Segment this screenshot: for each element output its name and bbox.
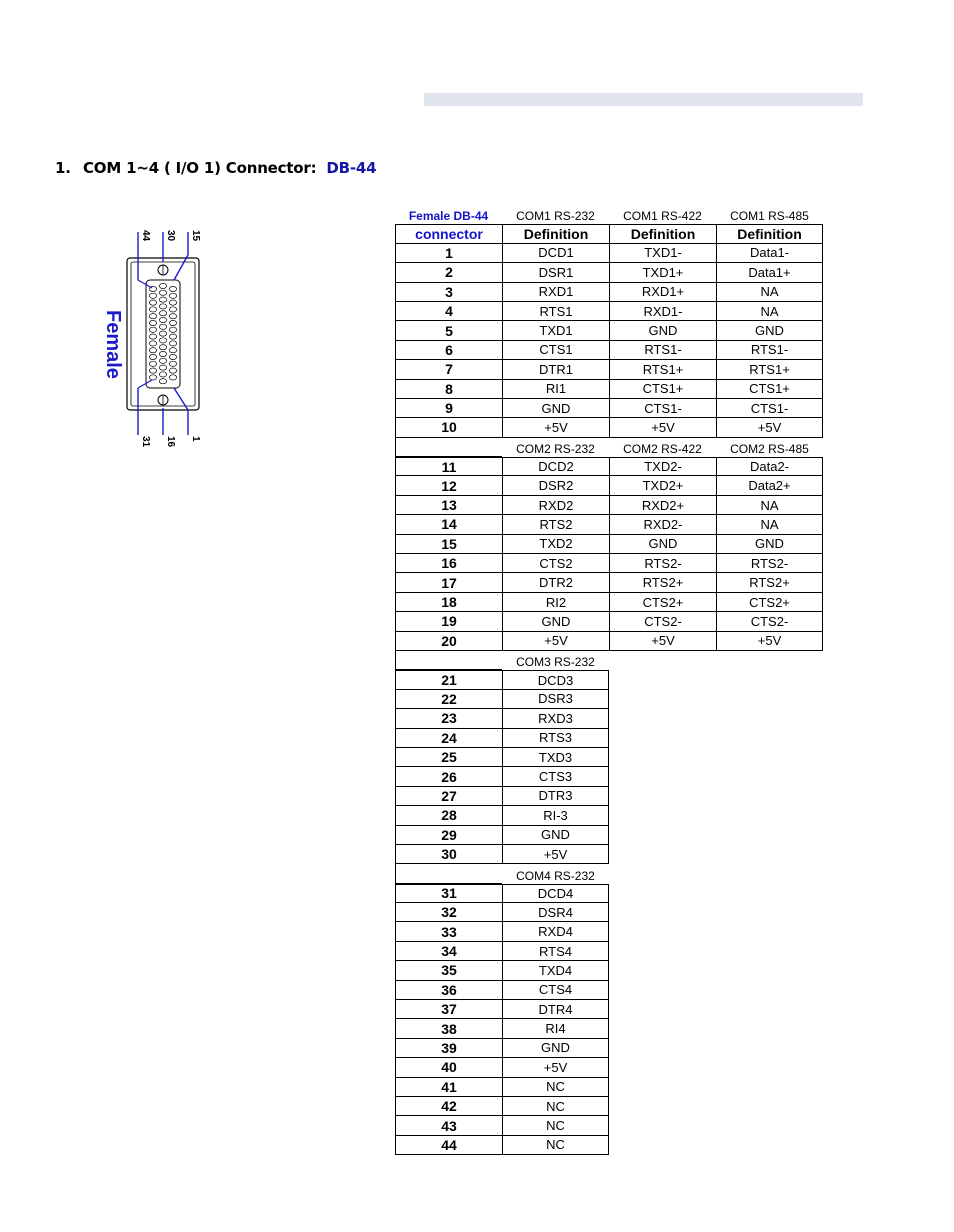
table-row: [395, 806, 823, 825]
pinout-table: [395, 205, 823, 1155]
table-row: [395, 302, 823, 321]
pin-number-cell: 17: [395, 573, 502, 592]
pin-number-cell: 1: [395, 244, 502, 263]
signal-cell: DTR1: [502, 360, 609, 379]
table-row: [395, 922, 823, 941]
table-row: [395, 826, 823, 845]
table-row: [395, 884, 823, 903]
signal-cell: TXD1-: [609, 244, 716, 263]
signal-cell: TXD1: [502, 321, 609, 340]
table-row: [395, 690, 823, 709]
signal-cell: CTS1-: [609, 399, 716, 418]
table-row: [395, 1039, 823, 1058]
group4-rows: [395, 884, 823, 1155]
signal-cell: GND: [609, 535, 716, 554]
table-row: [395, 632, 823, 651]
table-row: [395, 593, 823, 612]
signal-cell: CTS2+: [716, 593, 823, 612]
signal-cell: +5V: [502, 418, 609, 437]
blank-header: [395, 864, 502, 883]
connector-shell: [127, 258, 199, 410]
group3-rows: [395, 670, 823, 864]
signal-cell: RTS2-: [609, 554, 716, 573]
signal-cell: DSR3: [502, 690, 609, 709]
table-row: [395, 380, 823, 399]
table-row: [395, 263, 823, 282]
signal-cell: CTS2-: [609, 612, 716, 631]
table-row: [395, 1000, 823, 1019]
blank-header: [395, 651, 502, 670]
signal-cell: RI4: [502, 1019, 609, 1038]
blank-header: [395, 438, 502, 457]
definition-header: Definition: [716, 224, 823, 243]
pin-number-cell: 35: [395, 961, 502, 980]
section-title: COM 1~4 ( I/O 1) Connector:: [83, 159, 317, 177]
pin-number-cell: 42: [395, 1097, 502, 1116]
table-row: [395, 612, 823, 631]
table-row: [395, 244, 823, 263]
pin-number-cell: 26: [395, 767, 502, 786]
female-label: Female: [102, 310, 124, 379]
pin-number-cell: 27: [395, 787, 502, 806]
pin-number-cell: 7: [395, 360, 502, 379]
pin-number-cell: 28: [395, 806, 502, 825]
signal-cell: CTS2-: [716, 612, 823, 631]
pin-number-cell: 18: [395, 593, 502, 612]
signal-cell: TXD1+: [609, 263, 716, 282]
column-header: COM1 RS-485: [730, 209, 809, 224]
signal-cell: CTS1+: [716, 380, 823, 399]
table-row: [395, 1116, 823, 1135]
pin-label-1: 1: [190, 436, 201, 442]
table-row: [395, 709, 823, 728]
column-header: COM2 RS-485: [730, 442, 809, 457]
signal-cell: RTS2-: [716, 554, 823, 573]
signal-cell: NA: [716, 496, 823, 515]
pin-number-cell: 32: [395, 903, 502, 922]
pin-number-cell: 20: [395, 632, 502, 651]
table-row: [395, 496, 823, 515]
table-row: [395, 729, 823, 748]
group2-header-row: [395, 438, 823, 457]
signal-cell: RI1: [502, 380, 609, 399]
signal-cell: RTS1: [502, 302, 609, 321]
signal-cell: RXD2+: [609, 496, 716, 515]
signal-cell: RTS2: [502, 515, 609, 534]
table-row: [395, 903, 823, 922]
table-row: [395, 399, 823, 418]
section-number: 1.: [55, 159, 71, 177]
pin-label-15: 15: [190, 230, 201, 242]
pin-number-cell: 23: [395, 709, 502, 728]
table-row: [395, 535, 823, 554]
pin-number-cell: 37: [395, 1000, 502, 1019]
table-row: [395, 748, 823, 767]
table-row: [395, 573, 823, 592]
signal-cell: NC: [502, 1136, 609, 1155]
section-heading: [55, 159, 376, 177]
table-row: [395, 360, 823, 379]
signal-cell: TXD4: [502, 961, 609, 980]
pin-number-cell: 15: [395, 535, 502, 554]
pin-number-cell: 3: [395, 283, 502, 302]
table-row: [395, 1058, 823, 1077]
column-header: COM1 RS-232: [516, 209, 595, 224]
pin-label-30: 30: [165, 230, 176, 242]
signal-cell: GND: [502, 612, 609, 631]
signal-cell: RTS3: [502, 729, 609, 748]
signal-cell: Data1-: [716, 244, 823, 263]
signal-cell: DTR3: [502, 787, 609, 806]
table-row: [395, 845, 823, 864]
signal-cell: +5V: [609, 632, 716, 651]
signal-cell: RTS1+: [716, 360, 823, 379]
signal-cell: CTS4: [502, 981, 609, 1000]
signal-cell: NC: [502, 1097, 609, 1116]
pin-number-cell: 9: [395, 399, 502, 418]
pin-number-cell: 12: [395, 476, 502, 495]
signal-cell: CTS1-: [716, 399, 823, 418]
signal-cell: +5V: [716, 418, 823, 437]
signal-cell: CTS2+: [609, 593, 716, 612]
signal-cell: RXD1+: [609, 283, 716, 302]
signal-cell: RXD3: [502, 709, 609, 728]
pin-number-cell: 6: [395, 341, 502, 360]
group1-header-row: [395, 205, 823, 224]
pin-number-cell: 2: [395, 263, 502, 282]
pin-number-cell: 39: [395, 1039, 502, 1058]
pin-number-cell: 21: [395, 670, 502, 689]
signal-cell: RTS2+: [609, 573, 716, 592]
pin-number-cell: 33: [395, 922, 502, 941]
definition-header-row: [395, 224, 823, 243]
signal-cell: NC: [502, 1116, 609, 1135]
pin-label-44: 44: [140, 230, 151, 242]
signal-cell: NA: [716, 302, 823, 321]
table-row: [395, 1078, 823, 1097]
pin-number-cell: 41: [395, 1078, 502, 1097]
pin-number-cell: 16: [395, 554, 502, 573]
signal-cell: RXD2: [502, 496, 609, 515]
signal-cell: +5V: [502, 632, 609, 651]
group4-header-row: [395, 864, 823, 883]
signal-cell: RXD1: [502, 283, 609, 302]
signal-cell: GND: [716, 535, 823, 554]
signal-cell: +5V: [609, 418, 716, 437]
table-row: [395, 1019, 823, 1038]
table-row: [395, 1136, 823, 1155]
signal-cell: TXD2: [502, 535, 609, 554]
signal-cell: Data2-: [716, 457, 823, 476]
signal-cell: TXD2+: [609, 476, 716, 495]
signal-cell: DCD1: [502, 244, 609, 263]
signal-cell: NC: [502, 1078, 609, 1097]
signal-cell: RTS2+: [716, 573, 823, 592]
signal-cell: CTS2: [502, 554, 609, 573]
signal-cell: RXD1-: [609, 302, 716, 321]
signal-cell: DTR4: [502, 1000, 609, 1019]
pin-number-cell: 14: [395, 515, 502, 534]
signal-cell: NA: [716, 515, 823, 534]
definition-header: Definition: [609, 224, 716, 243]
table-row: [395, 476, 823, 495]
signal-cell: DTR2: [502, 573, 609, 592]
signal-cell: DSR1: [502, 263, 609, 282]
header-decor-bar: [424, 93, 863, 106]
connector-header: connector: [395, 224, 502, 243]
signal-cell: DSR2: [502, 476, 609, 495]
signal-cell: TXD2-: [609, 457, 716, 476]
pin-number-cell: 4: [395, 302, 502, 321]
pin-label-16: 16: [165, 436, 176, 448]
group3-header-row: [395, 651, 823, 670]
pin-label-31: 31: [140, 436, 151, 448]
table-row: [395, 961, 823, 980]
pin-number-cell: 30: [395, 845, 502, 864]
pin-number-cell: 36: [395, 981, 502, 1000]
group1-rows: [395, 244, 823, 438]
table-row: [395, 457, 823, 476]
table-row: [395, 787, 823, 806]
signal-cell: GND: [502, 1039, 609, 1058]
column-header: COM3 RS-232: [516, 655, 595, 670]
definition-header: Definition: [502, 224, 609, 243]
signal-cell: TXD3: [502, 748, 609, 767]
pin-number-cell: 43: [395, 1116, 502, 1135]
table-row: [395, 1097, 823, 1116]
signal-cell: CTS1+: [609, 380, 716, 399]
pin-number-cell: 11: [395, 457, 502, 476]
pin-number-cell: 29: [395, 826, 502, 845]
db44-connector-diagram: [96, 210, 236, 450]
pin-number-cell: 22: [395, 690, 502, 709]
group2-rows: [395, 457, 823, 651]
signal-cell: RXD2-: [609, 515, 716, 534]
signal-cell: RI-3: [502, 806, 609, 825]
signal-cell: NA: [716, 283, 823, 302]
table-row: [395, 670, 823, 689]
pin-number-cell: 31: [395, 884, 502, 903]
signal-cell: CTS1: [502, 341, 609, 360]
pin-number-cell: 19: [395, 612, 502, 631]
column-header: COM2 RS-232: [516, 442, 595, 457]
table-title: Female DB-44: [408, 209, 489, 224]
column-header: COM4 RS-232: [516, 868, 595, 883]
pin-number-cell: 24: [395, 729, 502, 748]
signal-cell: RTS1-: [609, 341, 716, 360]
table-row: [395, 981, 823, 1000]
table-row: [395, 554, 823, 573]
pin-number-cell: 44: [395, 1136, 502, 1155]
signal-cell: RI2: [502, 593, 609, 612]
table-row: [395, 341, 823, 360]
signal-cell: RTS4: [502, 942, 609, 961]
signal-cell: GND: [502, 826, 609, 845]
pin-number-cell: 34: [395, 942, 502, 961]
column-header: COM2 RS-422: [623, 442, 702, 457]
signal-cell: DCD3: [502, 670, 609, 689]
pin-number-cell: 8: [395, 380, 502, 399]
signal-cell: +5V: [716, 632, 823, 651]
table-row: [395, 418, 823, 437]
signal-cell: RTS1+: [609, 360, 716, 379]
signal-cell: RTS1-: [716, 341, 823, 360]
table-row: [395, 515, 823, 534]
signal-cell: Data1+: [716, 263, 823, 282]
signal-cell: +5V: [502, 845, 609, 864]
pin-field: [149, 283, 176, 383]
column-header: COM1 RS-422: [623, 209, 702, 224]
signal-cell: DCD4: [502, 884, 609, 903]
table-row: [395, 767, 823, 786]
signal-cell: DCD2: [502, 457, 609, 476]
signal-cell: +5V: [502, 1058, 609, 1077]
pin-number-cell: 10: [395, 418, 502, 437]
pin-number-cell: 13: [395, 496, 502, 515]
connector-type: DB-44: [326, 159, 377, 177]
signal-cell: GND: [609, 321, 716, 340]
pin-number-cell: 5: [395, 321, 502, 340]
pin-number-cell: 38: [395, 1019, 502, 1038]
table-row: [395, 283, 823, 302]
signal-cell: GND: [716, 321, 823, 340]
signal-cell: Data2+: [716, 476, 823, 495]
table-row: [395, 942, 823, 961]
signal-cell: GND: [502, 399, 609, 418]
signal-cell: CTS3: [502, 767, 609, 786]
signal-cell: DSR4: [502, 903, 609, 922]
pin-number-cell: 25: [395, 748, 502, 767]
signal-cell: RXD4: [502, 922, 609, 941]
pin-number-cell: 40: [395, 1058, 502, 1077]
table-row: [395, 321, 823, 340]
